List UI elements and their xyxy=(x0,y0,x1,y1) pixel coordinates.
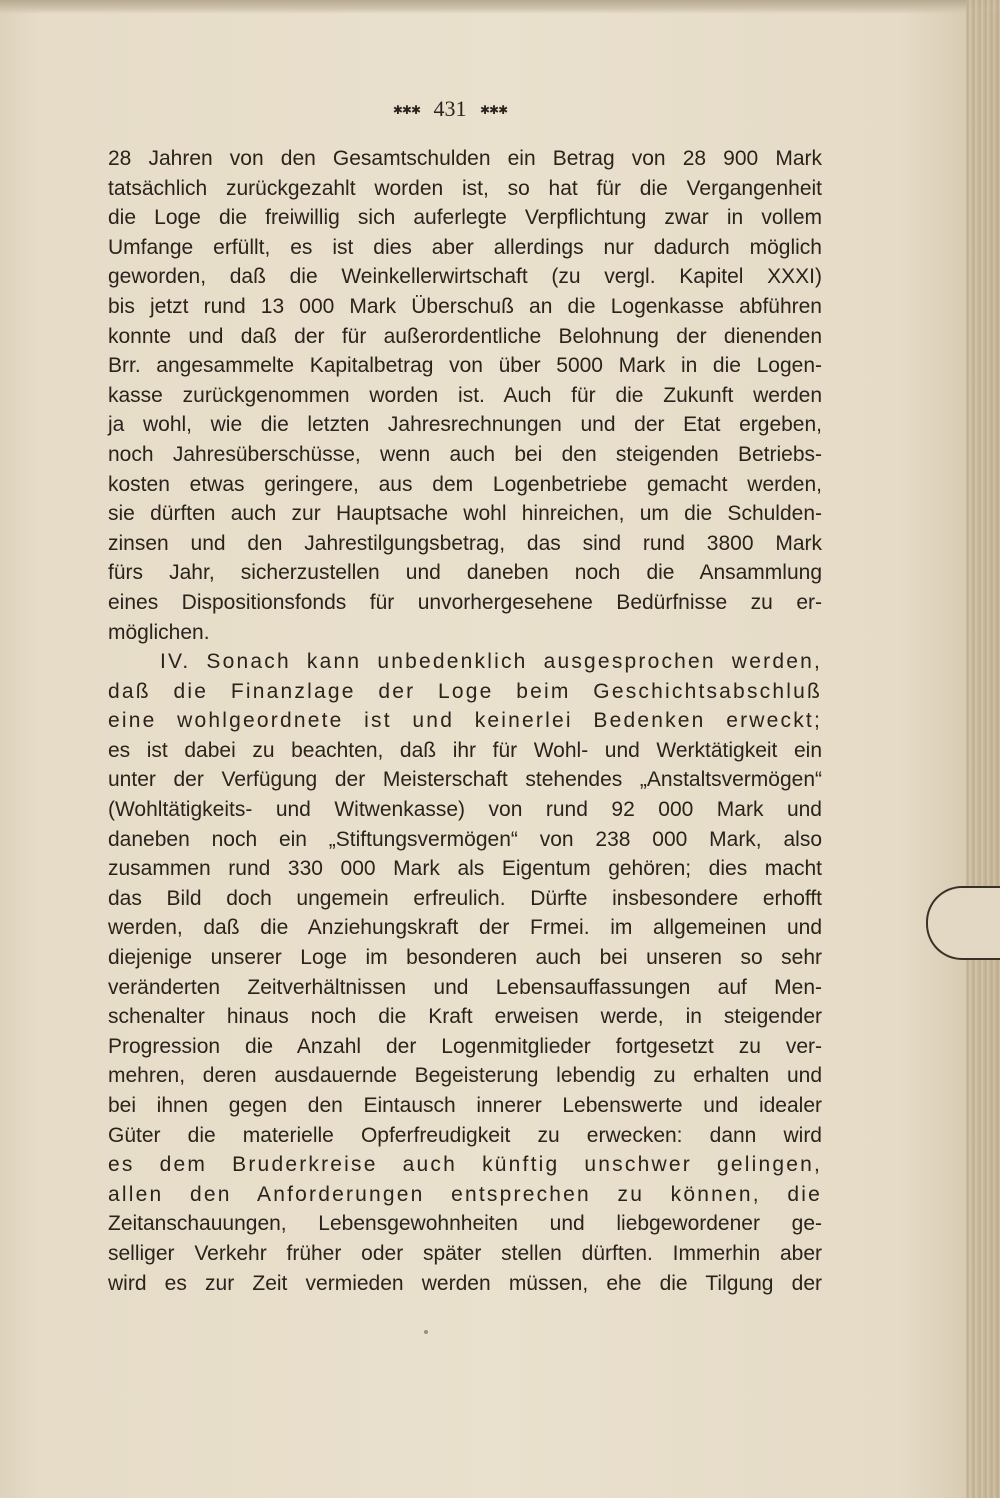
text-line: Progression die Anzahl der Logenmitglieder fortgesetzt zu ver- xyxy=(108,1034,822,1058)
text-line: konnte und daß der für außerordentliche Belohnung der dienenden xyxy=(108,324,822,348)
text-line: bei ihnen gegen den Eintausch innerer Lebenswerte und idealer xyxy=(108,1094,822,1117)
ornament-right-icon: ✱✱✱ xyxy=(480,103,508,118)
text-line: schenalter hinaus noch die Kraft erweisen werde, in steigender xyxy=(108,1005,822,1029)
text-line: das Bild doch ungemein erfreulich. Dürfte insbesondere erhofft xyxy=(108,886,822,910)
text-line: Brr. angesammelte Kapitalbetrag von über 5000 Mark in die Logen- xyxy=(108,354,822,378)
page-tab xyxy=(926,886,1000,960)
paper-speck xyxy=(424,1330,428,1334)
text-line: eines Dispositionsfonds für unvorhergesehene Bedürfnisse zu er- xyxy=(108,590,822,614)
text-line: kasse zurückgenommen worden ist. Auch für die Zukunft werden xyxy=(108,383,822,407)
text-line: zinsen und den Jahrestilgungsbetrag, das sind rund 3800 Mark xyxy=(108,531,822,555)
page-top-edge xyxy=(0,0,1000,14)
page-number: 431 xyxy=(433,96,467,121)
ornament-left-icon: ✱✱✱ xyxy=(392,103,420,118)
text-line: selliger Verkehr früher oder später stellen dürften. Immerhin aber xyxy=(108,1241,822,1265)
text-line: diejenige unserer Loge im besonderen auch bei unseren so sehr xyxy=(108,946,822,970)
text-line: (Wohltätigkeits- und Witwenkasse) von rund 92 000 Mark und xyxy=(108,798,822,822)
page-stack-edge xyxy=(966,0,1000,1498)
text-line: Güter die materielle Opferfreudigkeit zu erwecken: dann wird xyxy=(108,1123,822,1147)
text-line: sie dürften auch zur Hauptsache wohl hinreichen, um die Schulden- xyxy=(108,502,822,526)
text-line: die Loge die freiwillig sich auferlegte Verpflichtung zwar in vollem xyxy=(108,206,822,230)
text-line: geworden, daß die Weinkellerwirtschaft (zu vergl. Kapitel XXXI) xyxy=(108,265,822,289)
text-line: 28 Jahren von den Gesamtschulden ein Betrag von 28 900 Mark xyxy=(108,147,822,170)
text-line: daneben noch ein „Stiftungsvermögen“ von 238 000 Mark, also xyxy=(108,827,822,851)
text-line: werden, daß die Anziehungskraft der Frmei. im allgemeinen und xyxy=(108,916,822,940)
text-line: zusammen rund 330 000 Mark als Eigentum gehören; dies macht xyxy=(108,857,822,881)
text-line: es dem Bruderkreise auch künftig unschwer gelingen, xyxy=(108,1153,822,1177)
text-line: fürs Jahr, sicherzustellen und daneben noch die Ansammlung xyxy=(108,561,822,585)
body-text xyxy=(108,144,822,1298)
text-line: tatsächlich zurückgezahlt worden ist, so hat für die Vergangenheit xyxy=(108,176,822,200)
text-line: Zeitanschauungen, Lebensgewohnheiten und liebgewordener ge- xyxy=(108,1212,822,1236)
text-line: allen den Anforderungen entsprechen zu können, die xyxy=(108,1182,822,1206)
text-line: noch Jahresüberschüsse, wenn auch bei den steigenden Betriebs- xyxy=(108,442,822,466)
text-line: eine wohlgeordnete ist und keinerlei Bedenken erweckt; xyxy=(108,709,822,733)
page-header xyxy=(0,96,900,122)
text-line: möglichen. xyxy=(108,620,210,644)
text-line: es ist dabei zu beachten, daß ihr für Wohl- und Werktätigkeit ein xyxy=(108,738,822,762)
text-line: kosten etwas geringere, aus dem Logenbetriebe gemacht werden, xyxy=(108,472,822,496)
text-line: IV. Sonach kann unbedenklich ausgesprochen werden, xyxy=(160,650,822,674)
text-line: unter der Verfügung der Meisterschaft stehendes „Anstaltsvermögen“ xyxy=(108,768,822,792)
text-line: wird es zur Zeit vermieden werden müssen, ehe die Tilgung der xyxy=(108,1271,822,1295)
text-line: daß die Finanzlage der Loge beim Geschichtsabschluß xyxy=(108,679,822,703)
text-line: ja wohl, wie die letzten Jahresrechnungen und der Etat ergeben, xyxy=(108,413,822,437)
text-line: mehren, deren ausdauernde Begeisterung lebendig zu erhalten und xyxy=(108,1064,822,1088)
text-line: Umfange erfüllt, es ist dies aber allerdings nur dadurch möglich xyxy=(108,235,822,259)
text-line: veränderten Zeitverhältnissen und Lebensauffassungen auf Men- xyxy=(108,975,822,999)
text-line: bis jetzt rund 13 000 Mark Überschuß an die Logenkasse abführen xyxy=(108,294,822,318)
